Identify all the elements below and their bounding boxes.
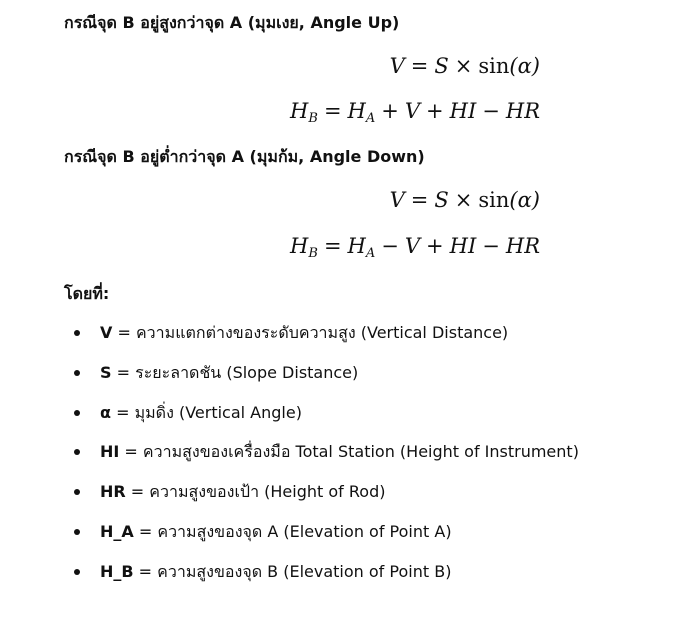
bullet-icon	[74, 449, 80, 455]
list-item	[64, 320, 579, 360]
eq-var: H	[290, 99, 309, 123]
list-item	[64, 360, 579, 400]
eq-op: =	[323, 234, 342, 258]
eq-var: HR	[505, 99, 540, 123]
where-label: โดยที่:	[64, 284, 110, 303]
description: ความแตกต่างของระดับความสูง (Vertical Distance)	[135, 323, 509, 342]
eq-op: +	[426, 99, 444, 123]
description: ระยะลาดชัน (Slope Distance)	[135, 362, 359, 382]
eq-var: V	[389, 188, 405, 212]
description: ความสูงของเป้า (Height of Rod)	[149, 482, 386, 502]
description: ความสูงของจุด B (Elevation of Point B)	[157, 561, 452, 581]
separator: =	[125, 482, 150, 502]
list-item	[64, 439, 579, 479]
equation-v-down	[390, 187, 540, 213]
bullet-icon	[74, 569, 80, 575]
separator: =	[112, 323, 136, 342]
separator: =	[111, 402, 135, 422]
bullet-icon	[74, 410, 80, 416]
description: มุมดิ่ง (Vertical Angle)	[134, 402, 302, 422]
term: S	[100, 362, 112, 382]
eq-var: V	[404, 99, 421, 123]
separator: =	[119, 442, 143, 462]
eq-op: +	[426, 234, 444, 258]
list-item	[64, 400, 579, 440]
term: HI	[100, 442, 120, 462]
eq-var: H	[347, 99, 366, 123]
eq-op: −	[482, 234, 500, 258]
eq-arg: (α)	[509, 54, 540, 78]
description: ความสูงของเครื่องมือ Total Station (Height of Instrument)	[142, 442, 579, 462]
list-item	[64, 559, 579, 599]
eq-op: −	[482, 99, 500, 123]
term: α	[100, 402, 111, 422]
bullet-icon	[74, 330, 80, 336]
eq-var: V	[404, 234, 421, 258]
eq-sub: B	[308, 111, 318, 126]
bullet-icon	[74, 529, 80, 535]
eq-sub: A	[365, 111, 376, 126]
eq-var: H	[290, 234, 309, 258]
eq-var: HI	[449, 99, 477, 123]
eq-fn: sin	[478, 188, 510, 212]
eq-op: =	[410, 54, 429, 78]
eq-op: +	[381, 99, 399, 123]
list-item	[64, 519, 579, 559]
eq-var: HI	[449, 234, 477, 258]
equation-v-up	[390, 53, 540, 79]
term: V	[100, 323, 113, 342]
list-item	[64, 479, 579, 519]
definition-list	[64, 320, 579, 599]
heading-angle-down: กรณีจุด B อยู่ต่ำกว่าจุด A (มุมก้ม, Angle Down)	[64, 147, 425, 166]
separator: =	[133, 521, 158, 541]
term: HR	[100, 482, 126, 502]
bullet-icon	[74, 489, 80, 495]
eq-var: H	[347, 234, 366, 258]
eq-var: V	[389, 54, 405, 78]
eq-fn: sin	[478, 54, 510, 78]
bullet-icon	[74, 370, 80, 376]
term: H_B	[100, 561, 134, 581]
description: ความสูงของจุด A (Elevation of Point A)	[157, 521, 452, 541]
eq-var: S	[434, 54, 449, 78]
equation-hb-down	[290, 233, 540, 259]
heading-angle-up: กรณีจุด B อยู่สูงกว่าจุด A (มุมเงย, Angle Up)	[64, 13, 400, 32]
term: H_A	[100, 521, 134, 541]
separator: =	[133, 561, 158, 581]
eq-op: −	[381, 234, 399, 258]
eq-var: S	[434, 188, 449, 212]
eq-var: HR	[505, 234, 540, 258]
eq-op: =	[410, 188, 429, 212]
eq-sub: A	[365, 246, 376, 261]
eq-op: =	[323, 99, 342, 123]
eq-arg: (α)	[509, 188, 540, 212]
eq-op: ×	[454, 54, 473, 78]
separator: =	[111, 362, 136, 382]
eq-op: ×	[454, 188, 473, 212]
equation-hb-up	[290, 98, 540, 124]
eq-sub: B	[308, 246, 318, 261]
